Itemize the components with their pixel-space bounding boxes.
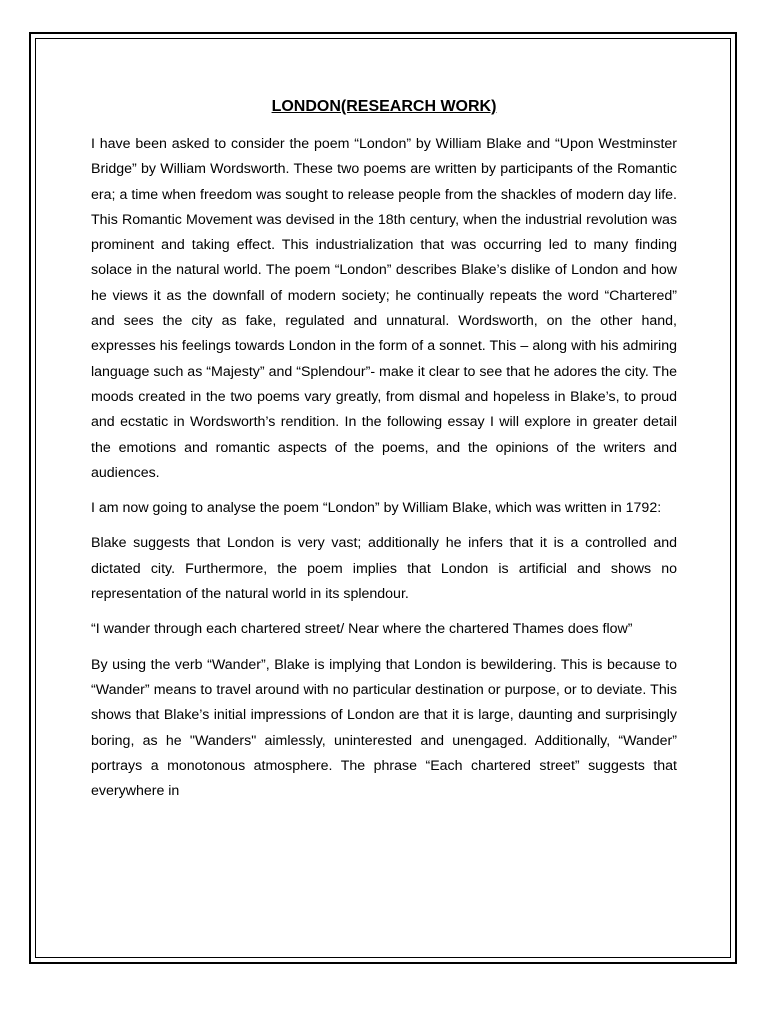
paragraph-analysis-intro: I am now going to analyse the poem “London” by William Blake, which was written in 1792: [91, 500, 662, 517]
paragraph-blake-suggests: Blake suggests that London is very vast; additionally he infers that it is a controlled and dictated city. Furthermore, the poem implies that London is artificial and shows no representation of the natural world in its splendour. [91, 535, 677, 603]
paragraph-introduction: I have been asked to consider the poem “London” by William Blake and “Upon Westminster Bridge” by William Wordsworth. These two poems are written by participants of the Romantic era; a time when freedom was sought to release people from the shackles of modern day life. This Romantic Movement was devised in the 18th century, when the industrial revolution was prominent and taking effect. This industrialization that was occurring led to many finding solace in the natural world. The poem “London” describes Blake’s dislike of London and how he views it as the downfall of modern society; he continually repeats the word “Chartered” and sees the city as fake, regulated and unnatural. Wordsworth, on the other hand, expresses his feelings towards London in the form of a sonnet. This – along with his admiring language such as “Majesty” and “Splendour”- make it clear to see that he adores the city. The moods created in the two poems vary greatly, from dismal and hopeless in Blake’s, to proud and ecstatic in Wordsworth’s rendition. In the following essay I will explore in greater detail the emotions and romantic aspects of the poems, and the opinions of the writers and audiences. [91, 136, 677, 481]
paragraph-quote: “I wander through each chartered street/ Near where the chartered Thames does flow” [91, 621, 633, 638]
paragraph-wander-analysis: By using the verb “Wander”, Blake is implying that London is bewildering. This is because to “Wander” means to travel around with no particular destination or purpose, or to deviate. This shows that Blake’s initial impressions of London are that it is large, daunting and surprisingly boring, as he "Wanders" aimlessly, uninterested and unengaged. Additionally, “Wander” portrays a monotonous atmosphere. The phrase “Each chartered street” suggests that everywhere in [91, 656, 677, 800]
document-body [91, 94, 677, 814]
document-title: LONDON(RESEARCH WORK) [271, 98, 497, 115]
